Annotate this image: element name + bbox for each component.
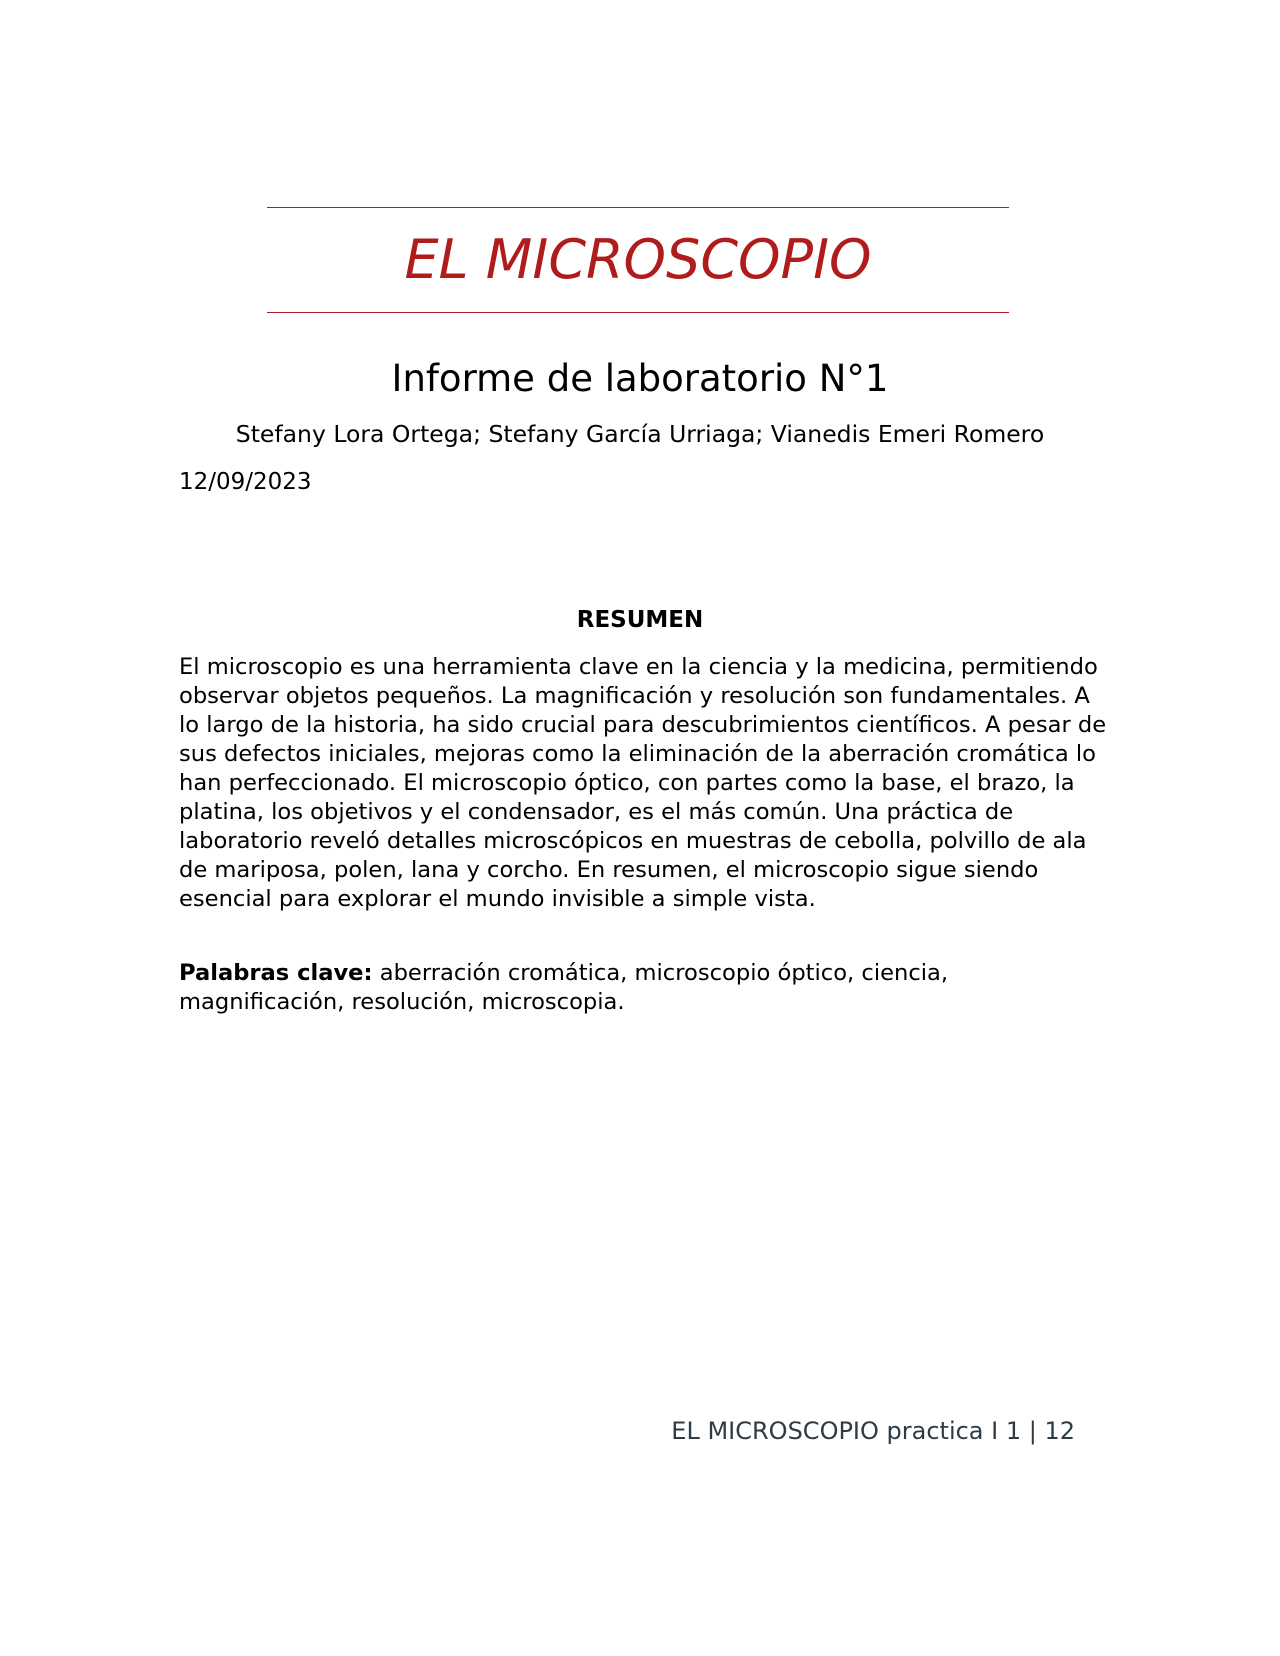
document-date: 12/09/2023 xyxy=(179,469,312,495)
page-footer: EL MICROSCOPIO practica I 1 | 12 xyxy=(671,1417,1075,1445)
title-bottom-rule xyxy=(267,312,1009,313)
keywords-paragraph xyxy=(179,959,1109,1017)
abstract-body: El microscopio es una herramienta clave en la ciencia y la medicina, permitiendo observar objetos pequeños. La magnificación y resolución son fundamentales. A lo largo de la historia, ha sido crucial para descubrimientos científicos. A pesar de sus defectos iniciales, mejoras como la eliminación de la aberración cromática lo han perfeccionado. El microscopio óptico, con partes como la base, el brazo, la platina, los objetivos y el condensador, es el más común. Una práctica de laboratorio reveló detalles microscópicos en muestras de cebolla, polvillo de ala de mariposa, polen, lana y corcho. En resumen, el microscopio sigue siendo esencial para explorar el mundo invisible a simple vista. xyxy=(179,654,1107,912)
title-top-rule xyxy=(267,207,1009,208)
document-title: EL MICROSCOPIO xyxy=(404,228,872,291)
authors-line: Stefany Lora Ortega; Stefany García Urriaga; Vianedis Emeri Romero xyxy=(235,420,1045,448)
document-subtitle: Informe de laboratorio N°1 xyxy=(391,357,889,400)
keywords-list: aberración cromática, microscopio óptico, ciencia, magnificación, resolución, microscopia. xyxy=(179,960,949,1015)
keywords-label: Palabras clave: xyxy=(179,960,373,986)
abstract-heading: RESUMEN xyxy=(576,607,704,633)
